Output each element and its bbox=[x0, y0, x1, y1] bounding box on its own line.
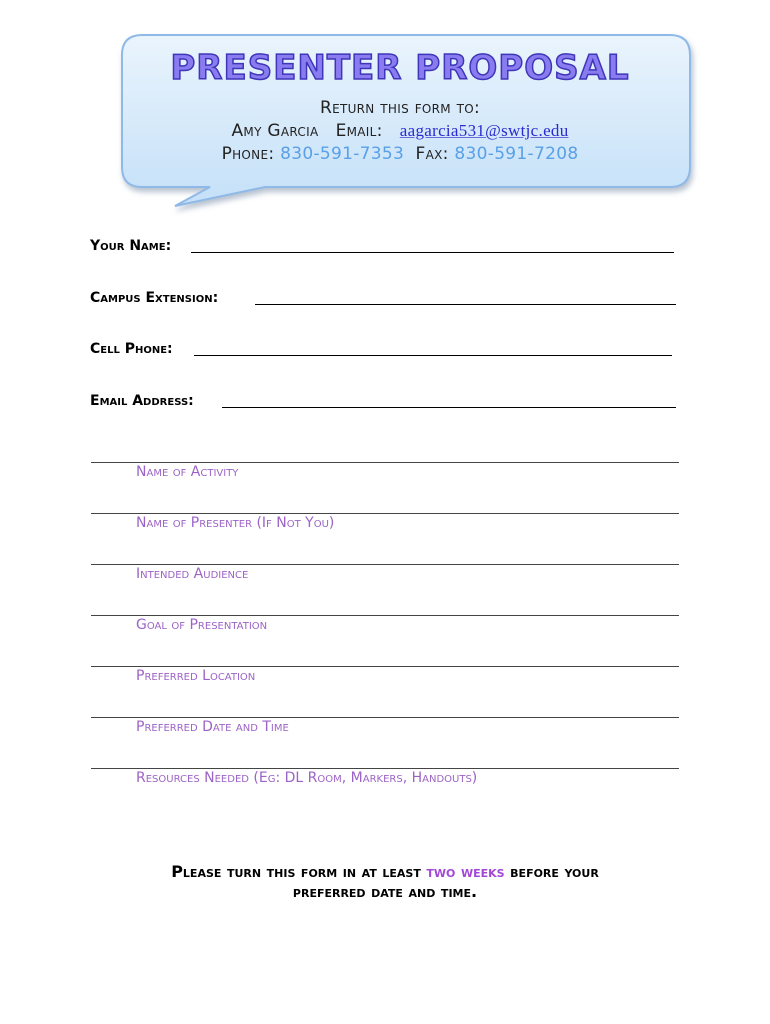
section-label-date-time: Preferred Date and Time bbox=[136, 719, 289, 735]
section-label-resources: Resources Needed (Eg: DL Room, Markers, Handouts) bbox=[136, 770, 478, 786]
date-time-input-line[interactable] bbox=[91, 717, 679, 718]
email-address-label: Email Address: bbox=[90, 393, 194, 409]
header-callout bbox=[100, 20, 700, 220]
goal-input-line[interactable] bbox=[91, 615, 679, 616]
fax-value: 830-591-7208 bbox=[454, 144, 579, 164]
section-label-audience: Intended Audience bbox=[136, 566, 249, 582]
section-label-location: Preferred Location bbox=[136, 668, 256, 684]
deadline-text-after: before your bbox=[504, 862, 599, 881]
return-instruction: Return this form to: bbox=[319, 98, 481, 118]
deadline-line-1 bbox=[60, 862, 710, 882]
contact-line bbox=[100, 121, 700, 141]
email-address-input-line[interactable] bbox=[222, 407, 676, 408]
campus-extension-input-line[interactable] bbox=[255, 304, 676, 305]
your-name-input-line[interactable] bbox=[191, 252, 674, 253]
cell-phone-input-line[interactable] bbox=[194, 355, 672, 356]
location-input-line[interactable] bbox=[91, 666, 679, 667]
email-label: Email: bbox=[335, 121, 383, 141]
deadline-text-before: Please turn this form in at least bbox=[171, 862, 427, 881]
campus-extension-field bbox=[90, 290, 677, 306]
phone-value: 830-591-7353 bbox=[280, 144, 405, 164]
your-name-label: Your Name: bbox=[90, 238, 172, 254]
resources-input-line[interactable] bbox=[91, 768, 679, 769]
your-name-field bbox=[90, 238, 675, 254]
fax-label: Fax: bbox=[415, 144, 449, 164]
cell-phone-label: Cell Phone: bbox=[90, 341, 173, 357]
contact-name: Amy Garcia bbox=[231, 121, 319, 141]
section-label-presenter: Name of Presenter (If Not You) bbox=[136, 515, 335, 531]
campus-extension-label: Campus Extension: bbox=[90, 290, 219, 306]
submission-deadline-note bbox=[60, 862, 710, 902]
section-label-goal: Goal of Presentation bbox=[136, 617, 268, 633]
activity-input-line[interactable] bbox=[91, 462, 679, 463]
deadline-line-2: preferred date and time. bbox=[292, 882, 478, 901]
email-address-field bbox=[90, 393, 677, 409]
phone-fax-line bbox=[100, 144, 700, 164]
phone-label: Phone: bbox=[221, 144, 275, 164]
section-label-activity: Name of Activity bbox=[136, 464, 239, 480]
cell-phone-field bbox=[90, 341, 673, 357]
page-title: PRESENTER PROPOSAL bbox=[170, 48, 630, 88]
email-link[interactable]: aagarcia531@swtjc.edu bbox=[399, 121, 569, 140]
audience-input-line[interactable] bbox=[91, 564, 679, 565]
deadline-highlight: two weeks bbox=[426, 862, 505, 881]
presenter-input-line[interactable] bbox=[91, 513, 679, 514]
